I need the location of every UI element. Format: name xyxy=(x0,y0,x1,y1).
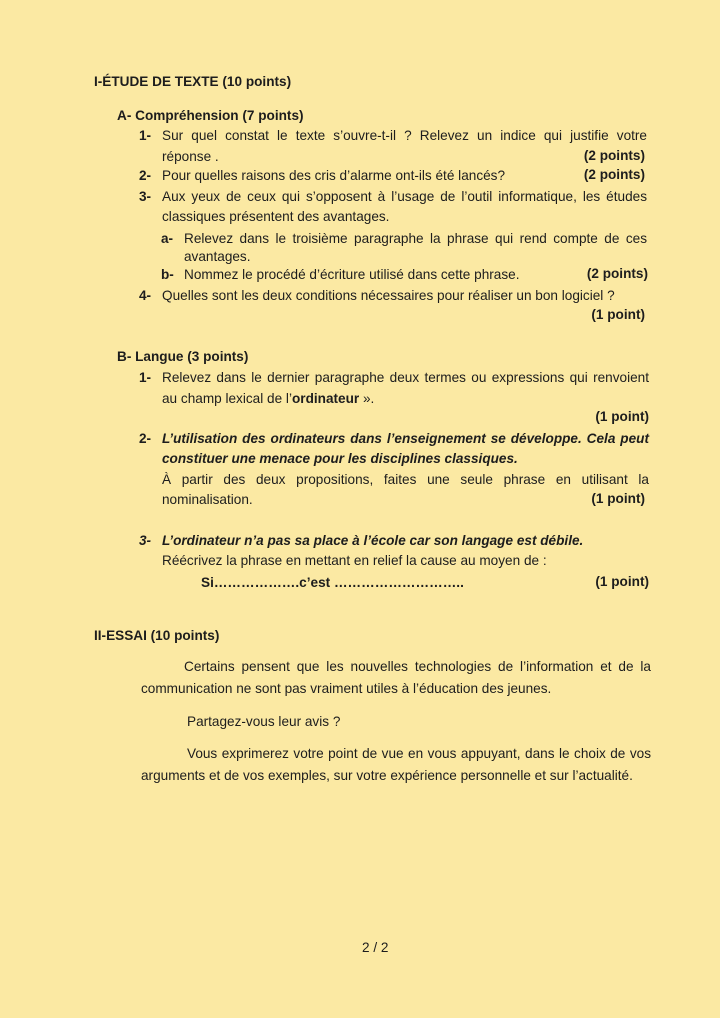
partB-title: B- Langue (3 points) xyxy=(117,349,249,364)
b3-points: (1 point) xyxy=(595,574,649,589)
b2-num: 2- xyxy=(139,431,152,446)
essay-p3-line1: Vous exprimerez votre point de vue en vous appuyant, dans le choix de vos xyxy=(187,746,651,761)
b3-line2: Réécrivez la phrase en mettant en relief la cause au moyen de : xyxy=(162,553,547,568)
q2-text: Pour quelles raisons des cris d’alarme ont-ils été lancés? xyxy=(162,168,506,183)
b2-line4: nominalisation. xyxy=(162,492,253,507)
essay-p3-line2: arguments et de vos exemples, sur votre expérience personnelle et sur l’actualité. xyxy=(141,768,633,783)
partA-title: A- Compréhension (7 points) xyxy=(117,108,304,123)
b1-num: 1- xyxy=(139,370,152,385)
q3-line1: Aux yeux de ceux qui s’opposent à l’usage de l’outil informatique, les études xyxy=(162,189,647,204)
b3-num: 3- xyxy=(139,533,152,548)
q2-points: (2 points) xyxy=(583,167,645,182)
q3a-line2: avantages. xyxy=(184,249,251,264)
q3b-text: Nommez le procédé d’écriture utilisé dans cette phrase. xyxy=(184,267,520,282)
q1-line2: réponse . xyxy=(162,149,219,164)
q4-num: 4- xyxy=(139,288,152,303)
b2-line1: L’utilisation des ordinateurs dans l’enseignement se développe. Cela peut xyxy=(162,431,649,446)
b3-line1: L’ordinateur n’a pas sa place à l’école car son langage est débile. xyxy=(162,533,584,548)
q3-num: 3- xyxy=(139,189,152,204)
b2-points: (1 point) xyxy=(591,491,645,506)
q1-line1: Sur quel constat le texte s’ouvre-t-il ? Relevez un indice qui justifie votre xyxy=(162,128,647,143)
essay-p1-line1: Certains pensent que les nouvelles technologies de l’information et de la xyxy=(184,659,651,674)
b3-si-cest: Si……………….c’est ……………………….. xyxy=(201,575,464,590)
q1-points: (2 points) xyxy=(583,148,645,163)
page-number: 2 / 2 xyxy=(362,940,389,955)
q3-line2: classiques présentent des avantages. xyxy=(162,209,390,224)
b1-line2: au champ lexical de l’ordinateur ». xyxy=(162,391,375,406)
section2-title: II-ESSAI (10 points) xyxy=(94,628,220,643)
b2-line3: À partir des deux propositions, faites une seule phrase en utilisant la xyxy=(162,472,649,487)
q3a-label: a- xyxy=(161,231,174,246)
q3b-points: (2 points) xyxy=(586,266,648,281)
q3b-label: b- xyxy=(161,267,174,282)
b2-line2: constituer une menace pour les disciplines classiques. xyxy=(162,451,518,466)
section1-title: I-ÉTUDE DE TEXTE (10 points) xyxy=(94,74,292,89)
essay-p2: Partagez-vous leur avis ? xyxy=(187,714,341,729)
q4-text: Quelles sont les deux conditions nécessaires pour réaliser un bon logiciel ? xyxy=(162,288,615,303)
b1-line1: Relevez dans le dernier paragraphe deux termes ou expressions qui renvoient xyxy=(162,370,649,385)
q1-num: 1- xyxy=(139,128,152,143)
b1-points: (1 point) xyxy=(595,409,649,424)
essay-p1-line2: communication ne sont pas vraiment utiles à l’éducation des jeunes. xyxy=(141,681,552,696)
q3a-line1: Relevez dans le troisième paragraphe la phrase qui rend compte de ces xyxy=(184,231,647,246)
q2-num: 2- xyxy=(139,168,152,183)
q4-points: (1 point) xyxy=(591,307,645,322)
